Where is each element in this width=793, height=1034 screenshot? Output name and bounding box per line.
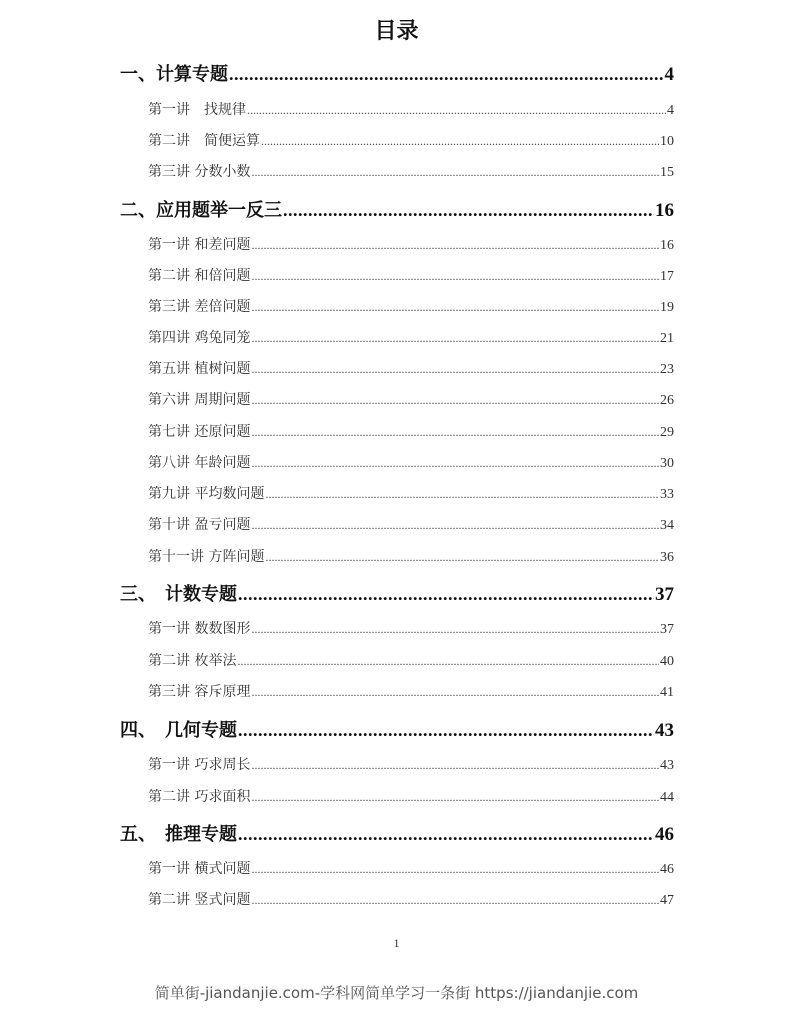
section-label: 一、计算专题 (120, 64, 228, 85)
toc-lecture[interactable] (148, 889, 674, 909)
toc-section-computation[interactable] (120, 60, 674, 86)
lecture-page: 34 (660, 518, 674, 533)
dot-leader (261, 134, 659, 149)
dot-leader (251, 238, 659, 253)
toc-section-geometry[interactable] (120, 716, 674, 742)
toc-lecture[interactable] (148, 327, 674, 347)
lecture-label: 第十讲 盈亏问题 (148, 517, 251, 533)
lecture-label: 第二讲 巧求面积 (148, 789, 251, 805)
section-label: 五、 推理专题 (120, 824, 237, 845)
lecture-page: 19 (660, 300, 674, 315)
section-page: 4 (664, 64, 674, 85)
dot-leader (247, 103, 666, 118)
toc-section-counting[interactable] (120, 580, 674, 606)
lecture-label: 第三讲 分数小数 (148, 164, 251, 180)
lecture-label: 第三讲 差倍问题 (148, 299, 251, 315)
lecture-page: 15 (660, 165, 674, 180)
lecture-label: 第二讲 简便运算 (148, 133, 260, 149)
dot-leader (251, 425, 659, 440)
toc-lecture[interactable] (148, 234, 674, 254)
dot-leader (265, 550, 659, 565)
lecture-page: 33 (660, 487, 674, 502)
lecture-page: 17 (660, 269, 674, 284)
lecture-label: 第十一讲 方阵问题 (148, 549, 265, 565)
section-label: 四、 几何专题 (120, 720, 237, 741)
dot-leader (229, 64, 664, 85)
toc-title: 目录 (374, 19, 419, 44)
toc-section-reasoning[interactable] (120, 820, 674, 846)
lecture-label: 第三讲 容斥原理 (148, 684, 251, 700)
dot-leader (251, 393, 659, 408)
lecture-page: 21 (660, 331, 674, 346)
watermark-footer: 简单街-jiandanjie.com-学科网简单学习一条街 https://jiandanjie.com (154, 984, 639, 1002)
section-label: 二、应用题举一反三 (120, 200, 282, 221)
toc-lecture[interactable] (148, 265, 674, 285)
dot-leader (251, 165, 659, 180)
dot-leader (283, 200, 654, 221)
toc-lecture[interactable] (148, 546, 674, 566)
lecture-page: 43 (660, 758, 674, 773)
lecture-label: 第二讲 和倍问题 (148, 268, 251, 284)
dot-leader (251, 758, 659, 773)
lecture-page: 26 (660, 393, 674, 408)
dot-leader (251, 269, 659, 284)
dot-leader (251, 456, 659, 471)
lecture-label: 第九讲 平均数问题 (148, 486, 265, 502)
toc-lecture[interactable] (148, 650, 674, 670)
toc-lecture[interactable] (148, 421, 674, 441)
toc-lecture[interactable] (148, 858, 674, 878)
lecture-label: 第二讲 枚举法 (148, 653, 237, 669)
lecture-page: 10 (660, 134, 674, 149)
lecture-label: 第一讲 和差问题 (148, 237, 251, 253)
lecture-label: 第一讲 找规律 (148, 102, 246, 118)
dot-leader (251, 622, 659, 637)
lecture-label: 第一讲 横式问题 (148, 861, 251, 877)
toc-lecture[interactable] (148, 161, 674, 181)
dot-leader (251, 790, 659, 805)
lecture-label: 第六讲 周期问题 (148, 392, 251, 408)
dot-leader (265, 487, 659, 502)
lecture-page: 47 (660, 893, 674, 908)
toc-lecture[interactable] (148, 618, 674, 638)
lecture-page: 46 (660, 862, 674, 877)
toc-lecture[interactable] (148, 681, 674, 701)
lecture-page: 37 (660, 622, 674, 637)
toc-lecture[interactable] (148, 130, 674, 150)
toc-lecture[interactable] (148, 786, 674, 806)
dot-leader (251, 331, 659, 346)
dot-leader (238, 824, 654, 845)
toc-lecture[interactable] (148, 296, 674, 316)
toc-lecture[interactable] (148, 754, 674, 774)
lecture-page: 30 (660, 456, 674, 471)
dot-leader (238, 584, 654, 605)
toc-section-word-problems[interactable] (120, 196, 674, 222)
lecture-page: 41 (660, 685, 674, 700)
lecture-label: 第一讲 数数图形 (148, 621, 251, 637)
lecture-page: 4 (667, 103, 674, 118)
toc-lecture[interactable] (148, 452, 674, 472)
dot-leader (237, 654, 659, 669)
lecture-label: 第一讲 巧求周长 (148, 757, 251, 773)
toc-lecture[interactable] (148, 389, 674, 409)
toc-lecture[interactable] (148, 483, 674, 503)
lecture-page: 40 (660, 654, 674, 669)
dot-leader (251, 893, 659, 908)
page-number: 1 (393, 936, 400, 950)
section-page: 46 (655, 824, 674, 845)
section-label: 三、 计数专题 (120, 584, 237, 605)
dot-leader (251, 862, 659, 877)
lecture-page: 44 (660, 790, 674, 805)
section-page: 16 (655, 200, 674, 221)
lecture-label: 第七讲 还原问题 (148, 424, 251, 440)
section-page: 43 (655, 720, 674, 741)
lecture-label: 第五讲 植树问题 (148, 361, 251, 377)
dot-leader (238, 720, 654, 741)
lecture-page: 36 (660, 550, 674, 565)
dot-leader (251, 685, 659, 700)
lecture-label: 第四讲 鸡兔同笼 (148, 330, 251, 346)
lecture-page: 23 (660, 362, 674, 377)
toc-lecture[interactable] (148, 99, 674, 119)
dot-leader (251, 362, 659, 377)
section-page: 37 (655, 584, 674, 605)
lecture-page: 29 (660, 425, 674, 440)
lecture-page: 16 (660, 238, 674, 253)
toc-lecture[interactable] (148, 514, 674, 534)
dot-leader (251, 518, 659, 533)
lecture-label: 第二讲 竖式问题 (148, 892, 251, 908)
lecture-label: 第八讲 年龄问题 (148, 455, 251, 471)
dot-leader (251, 300, 659, 315)
toc-lecture[interactable] (148, 358, 674, 378)
